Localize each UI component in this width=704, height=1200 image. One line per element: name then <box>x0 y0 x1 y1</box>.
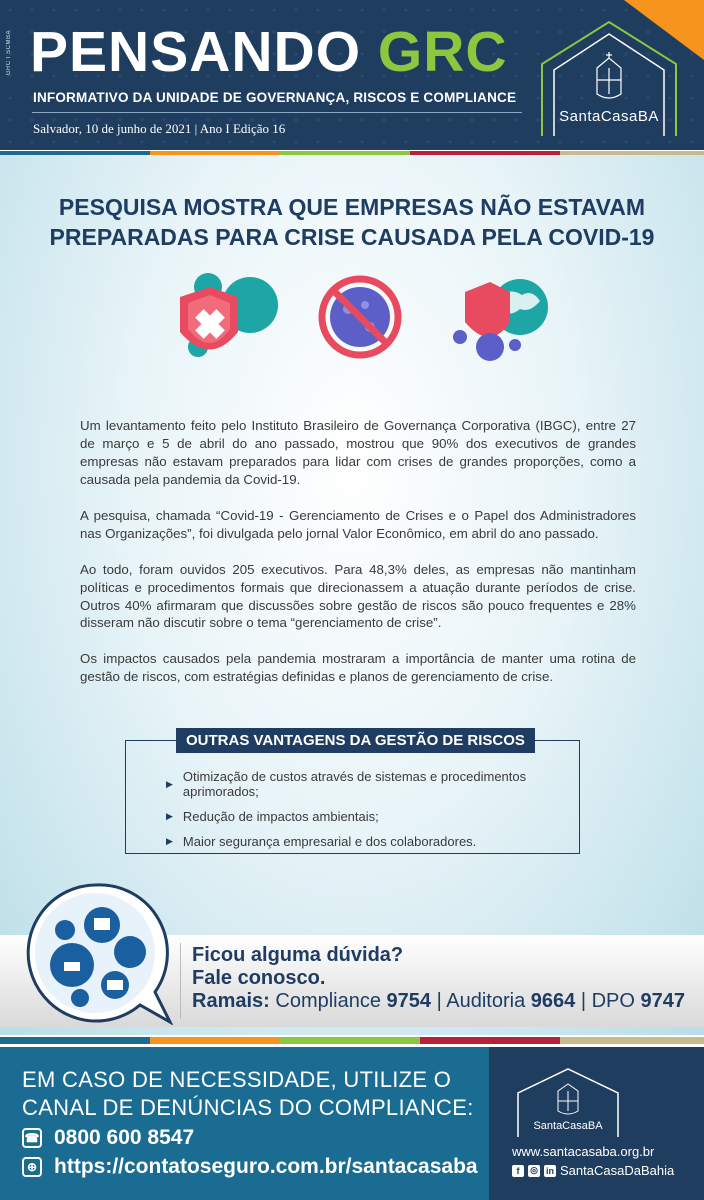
footer-logo-text: SantaCasaBA <box>533 1120 603 1132</box>
article-headline <box>0 193 704 253</box>
paragraph: Ao todo, foram ouvidos 205 executivos. Para 48,3% deles, as empresas não mantinham políticas e procedimentos formais que direcionassem a atuação durante períodos de crise. Outros 40% afirmaram que discussões sobre gestão de riscos são pouco frequentes e 28% disseram não discutir sobre o tema “gerenciamento de crise”. <box>80 561 636 631</box>
list-item: ▶ Maior segurança empresarial e dos colaboradores. <box>166 834 477 849</box>
complaint-link: https://contatoseguro.com.br/santacasaba <box>54 1155 478 1178</box>
website-link[interactable]: www.santacasaba.org.br <box>512 1144 655 1159</box>
complaint-channel-text: EM CASO DE NECESSIDADE, UTILIZE O CANAL DE DENÚNCIAS DO COMPLIANCE: <box>22 1067 474 1121</box>
color-bar <box>0 1037 150 1044</box>
title-accent: GRC <box>377 20 508 84</box>
header <box>0 0 704 150</box>
edition-info: Salvador, 10 de junho de 2021 | Ano I Edição 16 <box>33 121 286 136</box>
color-bar <box>560 1037 704 1044</box>
color-bar <box>280 1037 420 1044</box>
headline-line-2: PREPARADAS PARA CRISE CAUSADA PELA COVID-19 <box>49 223 655 250</box>
bullet-icon: ▶ <box>166 811 173 821</box>
contact-bubble <box>20 880 175 1025</box>
prohibited-virus-icon <box>322 279 398 355</box>
paragraph: A pesquisa, chamada “Covid-19 - Gerenciamento de Crises e o Papel dos Administradores nas Organizações”, foi divulgada pelo jornal Valor Econômico, em abril do ano passado. <box>80 507 636 541</box>
bullet-icon: ▶ <box>166 778 173 789</box>
instagram-icon[interactable]: ◎ <box>528 1165 540 1177</box>
compliance-number: 9754 <box>386 990 432 1012</box>
color-bar <box>420 1037 560 1044</box>
title-main: PENSANDO <box>30 20 378 84</box>
color-bar <box>150 1037 280 1044</box>
chat-icon <box>114 936 146 968</box>
complaint-url[interactable] <box>22 1155 478 1179</box>
social-handle: SantaCasaDaBahia <box>560 1163 675 1178</box>
dpo-label: DPO <box>591 990 635 1012</box>
header-divider <box>32 112 522 113</box>
web-icon: ⊕ <box>22 1157 42 1177</box>
ramais-line: Ramais: Compliance 9754 | Auditoria 9664 | DPO 9747 <box>192 990 685 1012</box>
linkedin-icon[interactable]: in <box>546 1165 554 1176</box>
advantages-title: OUTRAS VANTAGENS DA GESTÃO DE RISCOS <box>176 728 535 753</box>
phone-icon: ☎ <box>22 1128 42 1148</box>
paragraph: Um levantamento feito pelo Instituto Brasileiro de Governança Corporativa (IBGC), entre 27 de março e 5 de abril do ano passado, mostrou que 90% dos executivos de grandes empresas não estavam preparados para lidar com crises de grandes proporções, como a causada pela pandemia da Covid-19. <box>80 418 636 487</box>
contact-invite: Fale conosco. <box>192 967 326 989</box>
contact-question: Ficou alguma dúvida? <box>192 944 404 966</box>
list-item: ▶ Otimização de custos através de sistemas e procedimentos aprimorados; <box>166 769 527 799</box>
compliance-label: Compliance <box>275 990 381 1012</box>
globe-shield-icon <box>453 279 548 361</box>
bullet-icon: ▶ <box>166 836 173 846</box>
ramais-label: Ramais: <box>192 990 270 1012</box>
facebook-icon[interactable]: f <box>512 1165 524 1177</box>
covid-illustrations <box>160 267 560 377</box>
header-logo-text: SantaCasaBA <box>559 108 659 125</box>
list-item: ▶ Redução de impactos ambientais; <box>166 809 379 824</box>
dpo-number: 9747 <box>640 990 685 1012</box>
article-body <box>80 417 636 704</box>
hotline[interactable] <box>22 1126 194 1150</box>
hotline-number: 0800 600 8547 <box>54 1126 195 1149</box>
newsletter-subtitle: INFORMATIVO DA UNIDADE DE GOVERNANÇA, RISCOS E COMPLIANCE <box>33 90 517 105</box>
newsletter-title <box>30 20 508 84</box>
advantages-list <box>166 769 579 859</box>
social-links[interactable] <box>512 1163 674 1178</box>
paragraph: Os impactos causados pela pandemia mostraram a importância de manter uma rotina de gestão de riscos, com estratégias definidas e planos de gerenciamento de crise. <box>80 651 636 685</box>
auditoria-number: 9664 <box>530 990 576 1012</box>
headline-line-1: PESQUISA MOSTRA QUE EMPRESAS NÃO ESTAVAM <box>58 194 646 220</box>
auditoria-label: Auditoria <box>446 990 526 1012</box>
shield-virus-icon <box>180 273 278 357</box>
side-code: GRC I SCMBA <box>6 30 12 76</box>
advantages-box <box>125 732 580 854</box>
